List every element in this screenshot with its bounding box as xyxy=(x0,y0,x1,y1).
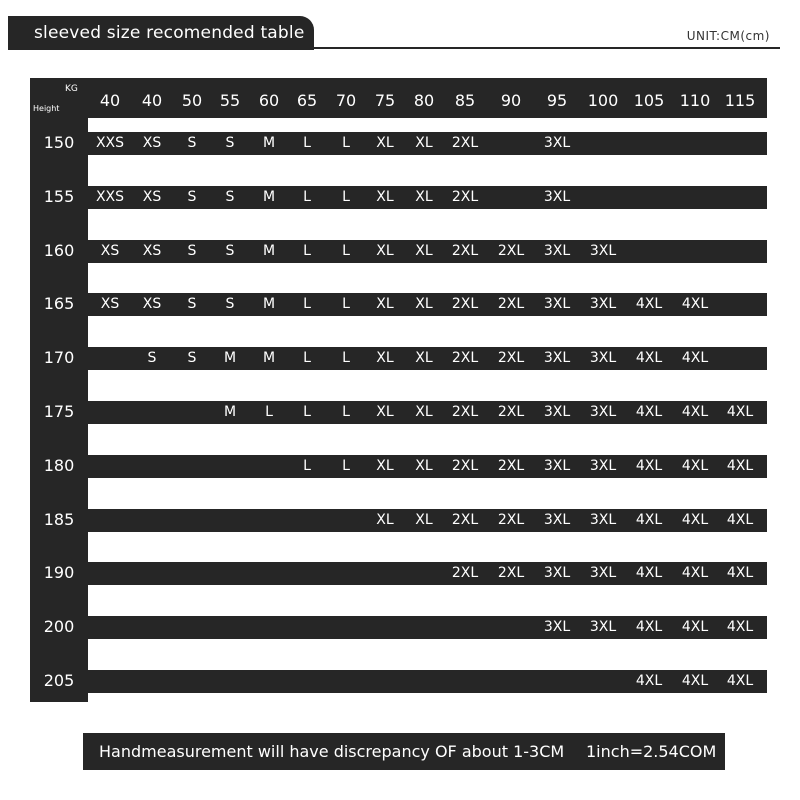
size-cell: 3XL xyxy=(543,135,571,151)
size-cell: 4XL xyxy=(635,350,663,366)
size-cell: L xyxy=(342,189,350,205)
size-cell: XL xyxy=(415,350,433,366)
size-cell: XL xyxy=(376,243,394,259)
height-value: 205 xyxy=(43,671,75,690)
size-cell: 2XL xyxy=(451,404,479,420)
size-cell: XL xyxy=(415,296,433,312)
size-cell: 4XL xyxy=(681,404,709,420)
size-cell: M xyxy=(262,243,276,259)
size-cell: 4XL xyxy=(726,512,754,528)
size-cell: XL xyxy=(415,243,433,259)
size-cell: XS xyxy=(142,243,162,259)
size-cell: 3XL xyxy=(589,296,617,312)
size-cell: 4XL xyxy=(726,565,754,581)
weight-header-cell: 95 xyxy=(546,91,568,110)
height-value: 175 xyxy=(43,402,75,421)
size-cell: XS xyxy=(100,243,120,259)
height-value: 190 xyxy=(43,563,75,582)
size-cell: 3XL xyxy=(543,404,571,420)
size-cell: 2XL xyxy=(451,189,479,205)
size-cell: M xyxy=(262,135,276,151)
size-cell: XL xyxy=(376,189,394,205)
size-cell: XL xyxy=(376,135,394,151)
size-cell: S xyxy=(225,135,235,151)
size-cell: S xyxy=(187,189,197,205)
size-cell: 3XL xyxy=(543,512,571,528)
size-cell: 4XL xyxy=(681,565,709,581)
size-cell: 3XL xyxy=(543,243,571,259)
weight-header-cell: 55 xyxy=(219,91,241,110)
height-value: 200 xyxy=(43,617,75,636)
size-cell: XL xyxy=(376,350,394,366)
weight-header-cell: 105 xyxy=(633,91,665,110)
size-cell: XXS xyxy=(95,189,125,205)
size-cell: XS xyxy=(100,296,120,312)
size-cell: S xyxy=(147,350,157,366)
weight-header-cell: 80 xyxy=(413,91,435,110)
unit-label: UNIT:CM(cm) xyxy=(686,29,770,43)
size-cell: 4XL xyxy=(681,512,709,528)
size-cell: 2XL xyxy=(451,565,479,581)
height-value: 180 xyxy=(43,456,75,475)
kg-label: KG xyxy=(65,84,78,94)
size-cell: L xyxy=(342,135,350,151)
size-cell: L xyxy=(303,189,311,205)
size-cell: 4XL xyxy=(635,565,663,581)
size-cell: L xyxy=(342,350,350,366)
size-cell: 3XL xyxy=(589,243,617,259)
size-cell: L xyxy=(342,243,350,259)
size-cell: XL xyxy=(376,512,394,528)
size-cell: 4XL xyxy=(635,404,663,420)
height-value: 160 xyxy=(43,241,75,260)
size-cell: XXS xyxy=(95,135,125,151)
size-cell: 2XL xyxy=(497,404,525,420)
size-cell: M xyxy=(262,296,276,312)
size-cell: 2XL xyxy=(497,565,525,581)
size-cell: 4XL xyxy=(681,673,709,689)
size-cell: 4XL xyxy=(681,296,709,312)
weight-header-cell: 65 xyxy=(296,91,318,110)
size-cell: S xyxy=(225,243,235,259)
size-cell: S xyxy=(187,135,197,151)
title-underline xyxy=(8,47,780,49)
size-cell: L xyxy=(342,458,350,474)
size-cell: 4XL xyxy=(726,458,754,474)
size-cell: 3XL xyxy=(589,350,617,366)
size-cell: 4XL xyxy=(681,350,709,366)
size-cell: 3XL xyxy=(543,350,571,366)
inch-conversion: 1inch=2.54COM xyxy=(586,742,717,761)
size-cell: 4XL xyxy=(726,619,754,635)
size-cell: S xyxy=(225,296,235,312)
size-cell: XL xyxy=(376,296,394,312)
height-value: 185 xyxy=(43,510,75,529)
size-cell: M xyxy=(262,350,276,366)
height-value: 165 xyxy=(43,294,75,313)
size-cell: 4XL xyxy=(635,619,663,635)
size-cell: 4XL xyxy=(681,619,709,635)
size-cell: 4XL xyxy=(726,673,754,689)
size-cell: M xyxy=(223,404,237,420)
size-cell: 3XL xyxy=(589,619,617,635)
size-cell: 2XL xyxy=(451,458,479,474)
size-cell: 4XL xyxy=(635,296,663,312)
size-cell: S xyxy=(187,296,197,312)
size-cell: XL xyxy=(415,512,433,528)
size-cell: 3XL xyxy=(589,512,617,528)
weight-header-cell: 100 xyxy=(587,91,619,110)
weight-header-cell: 90 xyxy=(500,91,522,110)
size-cell: L xyxy=(303,404,311,420)
discrepancy-note: Handmeasurement will have discrepancy OF about 1-3CM xyxy=(99,742,565,761)
height-column xyxy=(30,78,88,702)
weight-header-cell: 40 xyxy=(99,91,121,110)
size-cell: XS xyxy=(142,189,162,205)
size-cell: XS xyxy=(142,296,162,312)
size-cell: XS xyxy=(142,135,162,151)
size-cell: S xyxy=(187,350,197,366)
size-cell: XL xyxy=(415,458,433,474)
size-cell: 3XL xyxy=(543,458,571,474)
weight-header-cell: 110 xyxy=(679,91,711,110)
size-cell: S xyxy=(187,243,197,259)
weight-header-cell: 70 xyxy=(335,91,357,110)
size-cell: 4XL xyxy=(635,458,663,474)
weight-header-cell: 115 xyxy=(724,91,756,110)
height-label: Height xyxy=(33,104,60,113)
size-table xyxy=(30,78,767,702)
size-cell: S xyxy=(225,189,235,205)
size-cell: XL xyxy=(376,458,394,474)
size-cell: L xyxy=(303,243,311,259)
size-cell: M xyxy=(223,350,237,366)
size-cell: 2XL xyxy=(497,243,525,259)
page-title: sleeved size recomended table xyxy=(34,23,305,43)
size-cell: L xyxy=(303,296,311,312)
size-cell: 3XL xyxy=(589,565,617,581)
size-cell: 3XL xyxy=(543,189,571,205)
size-cell: 3XL xyxy=(543,565,571,581)
size-cell: 4XL xyxy=(635,673,663,689)
size-cell: 3XL xyxy=(589,404,617,420)
size-cell: L xyxy=(342,404,350,420)
weight-header-cell: 60 xyxy=(258,91,280,110)
size-cell: L xyxy=(303,350,311,366)
size-cell: L xyxy=(303,458,311,474)
weight-header-cell: 75 xyxy=(374,91,396,110)
size-cell: 3XL xyxy=(543,619,571,635)
size-cell: 4XL xyxy=(681,458,709,474)
size-cell: 2XL xyxy=(451,243,479,259)
size-cell: 2XL xyxy=(451,350,479,366)
height-value: 155 xyxy=(43,187,75,206)
size-cell: 2XL xyxy=(497,296,525,312)
size-cell: 2XL xyxy=(497,350,525,366)
size-cell: 3XL xyxy=(543,296,571,312)
size-cell: XL xyxy=(415,404,433,420)
size-cell: L xyxy=(303,135,311,151)
weight-header-cell: 50 xyxy=(181,91,203,110)
size-cell: 3XL xyxy=(589,458,617,474)
height-value: 150 xyxy=(43,133,75,152)
size-cell: 4XL xyxy=(726,404,754,420)
weight-header-cell: 85 xyxy=(454,91,476,110)
size-cell: L xyxy=(342,296,350,312)
size-cell: 2XL xyxy=(451,135,479,151)
size-cell: M xyxy=(262,189,276,205)
size-cell: L xyxy=(265,404,273,420)
size-cell: XL xyxy=(415,135,433,151)
footer-note-bar xyxy=(83,733,725,770)
height-value: 170 xyxy=(43,348,75,367)
size-cell: 2XL xyxy=(497,458,525,474)
weight-header-cell: 40 xyxy=(141,91,163,110)
size-cell: 2XL xyxy=(497,512,525,528)
size-cell: XL xyxy=(415,189,433,205)
size-cell: 4XL xyxy=(635,512,663,528)
size-cell: XL xyxy=(376,404,394,420)
size-cell: 2XL xyxy=(451,512,479,528)
size-cell: 2XL xyxy=(451,296,479,312)
